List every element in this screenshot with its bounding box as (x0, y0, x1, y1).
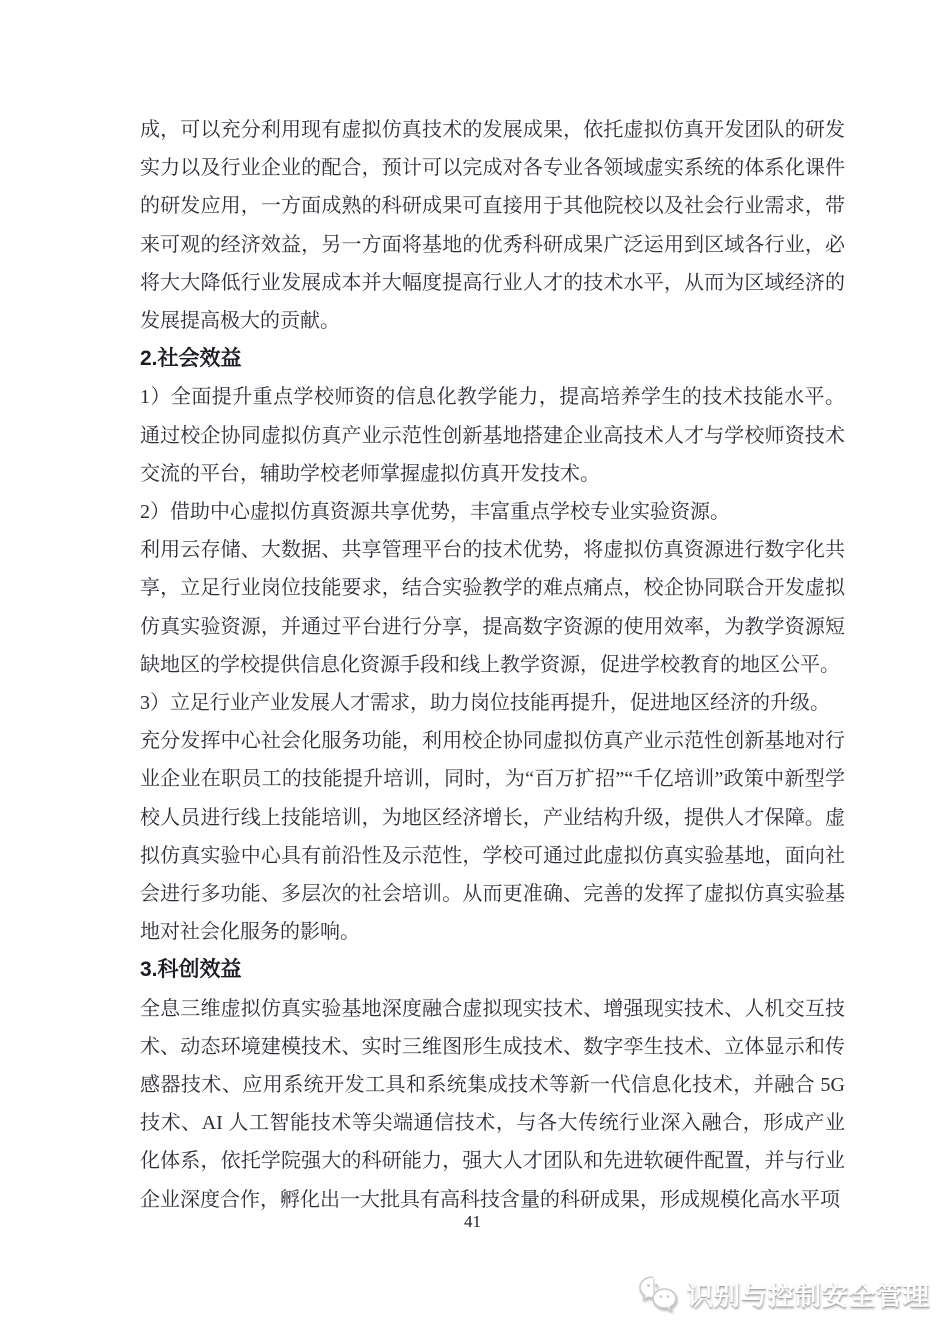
paragraph: 全息三维虚拟仿真实验基地深度融合虚拟现实技术、增强现实技术、人机交互技术、动态环境建模技术、实时三维图形生成技术、数字孪生技术、立体显示和传感器技术、应用系统开发工具和系统集成技术等新一代信息化技术，并融合 5G 技术、AI 人工智能技术等尖端通信技术，与各大传统行业深入融合，形成产业化体系，依托学院强大的科研能力，强大人才团队和先进软硬件配置，并与行业企业深度合作，孵化出一大批具有高科技含量的科研成果，形成规模化高水平项 (140, 997, 845, 1211)
paragraph: 成，可以充分利用现有虚拟仿真技术的发展成果，依托虚拟仿真开发团队的研发实力以及行业企业的配合，预计可以完成对各专业各领域虚实系统的体系化课件的研发应用，一方面成熟的科研成果可直接用于其他院校以及社会行业需求，带来可观的经济效益，另一方面将基地的优秀科研成果广泛运用到区域各行业，必将大大降低行业发展成本并大幅度提高行业人才的技术水平，从而为区域经济的发展提高极大的贡献。 (140, 119, 845, 333)
paragraph: 充分发挥中心社会化服务功能，利用校企协同虚拟仿真产业示范性创新基地对行业企业在职员工的技能提升培训，同时，为“百万扩招”“千亿培训”政策中新型学校人员进行线上技能培训，为地区经济增长，产业结构升级，提供人才保障。虚拟仿真实验中心具有前沿性及示范性，学校可通过此虚拟仿真实验基地，面向社会进行多功能、多层次的社会培训。从而更准确、完善的发挥了虚拟仿真实验基地对社会化服务的影响。 (140, 730, 845, 944)
section-heading: 2.社会效益 (140, 347, 242, 371)
wechat-watermark (637, 1274, 930, 1314)
paragraph: 2）借助中心虚拟仿真资源共享优势，丰富重点学校专业实验资源。 (140, 501, 730, 524)
watermark-text: 识别与控制安全管理 (686, 1280, 930, 1311)
paragraph: 3）立足行业产业发展人才需求，助力岗位技能再提升，促进地区经济的升级。 (140, 692, 830, 715)
page-number: 41 (464, 1212, 481, 1231)
section-heading: 3.科创效益 (140, 958, 242, 982)
paragraph: 1）全面提升重点学校师资的信息化教学能力，提高培养学生的技术技能水平。通过校企协同虚拟仿真产业示范性创新基地搭建企业高技术人才与学校师资技术交流的平台，辅助学校老师掌握虚拟仿真开发技术。 (140, 386, 845, 485)
document-content (140, 111, 845, 1219)
wechat-icon (637, 1274, 679, 1314)
paragraph: 利用云存储、大数据、共享管理平台的技术优势，将虚拟仿真资源进行数字化共享，立足行业岗位技能要求，结合实验教学的难点痛点，校企协同联合开发虚拟仿真实验资源，并通过平台进行分享，提高数字资源的使用效率，为教学资源短缺地区的学校提供信息化资源手段和线上教学资源，促进学校教育的地区公平。 (140, 539, 845, 676)
